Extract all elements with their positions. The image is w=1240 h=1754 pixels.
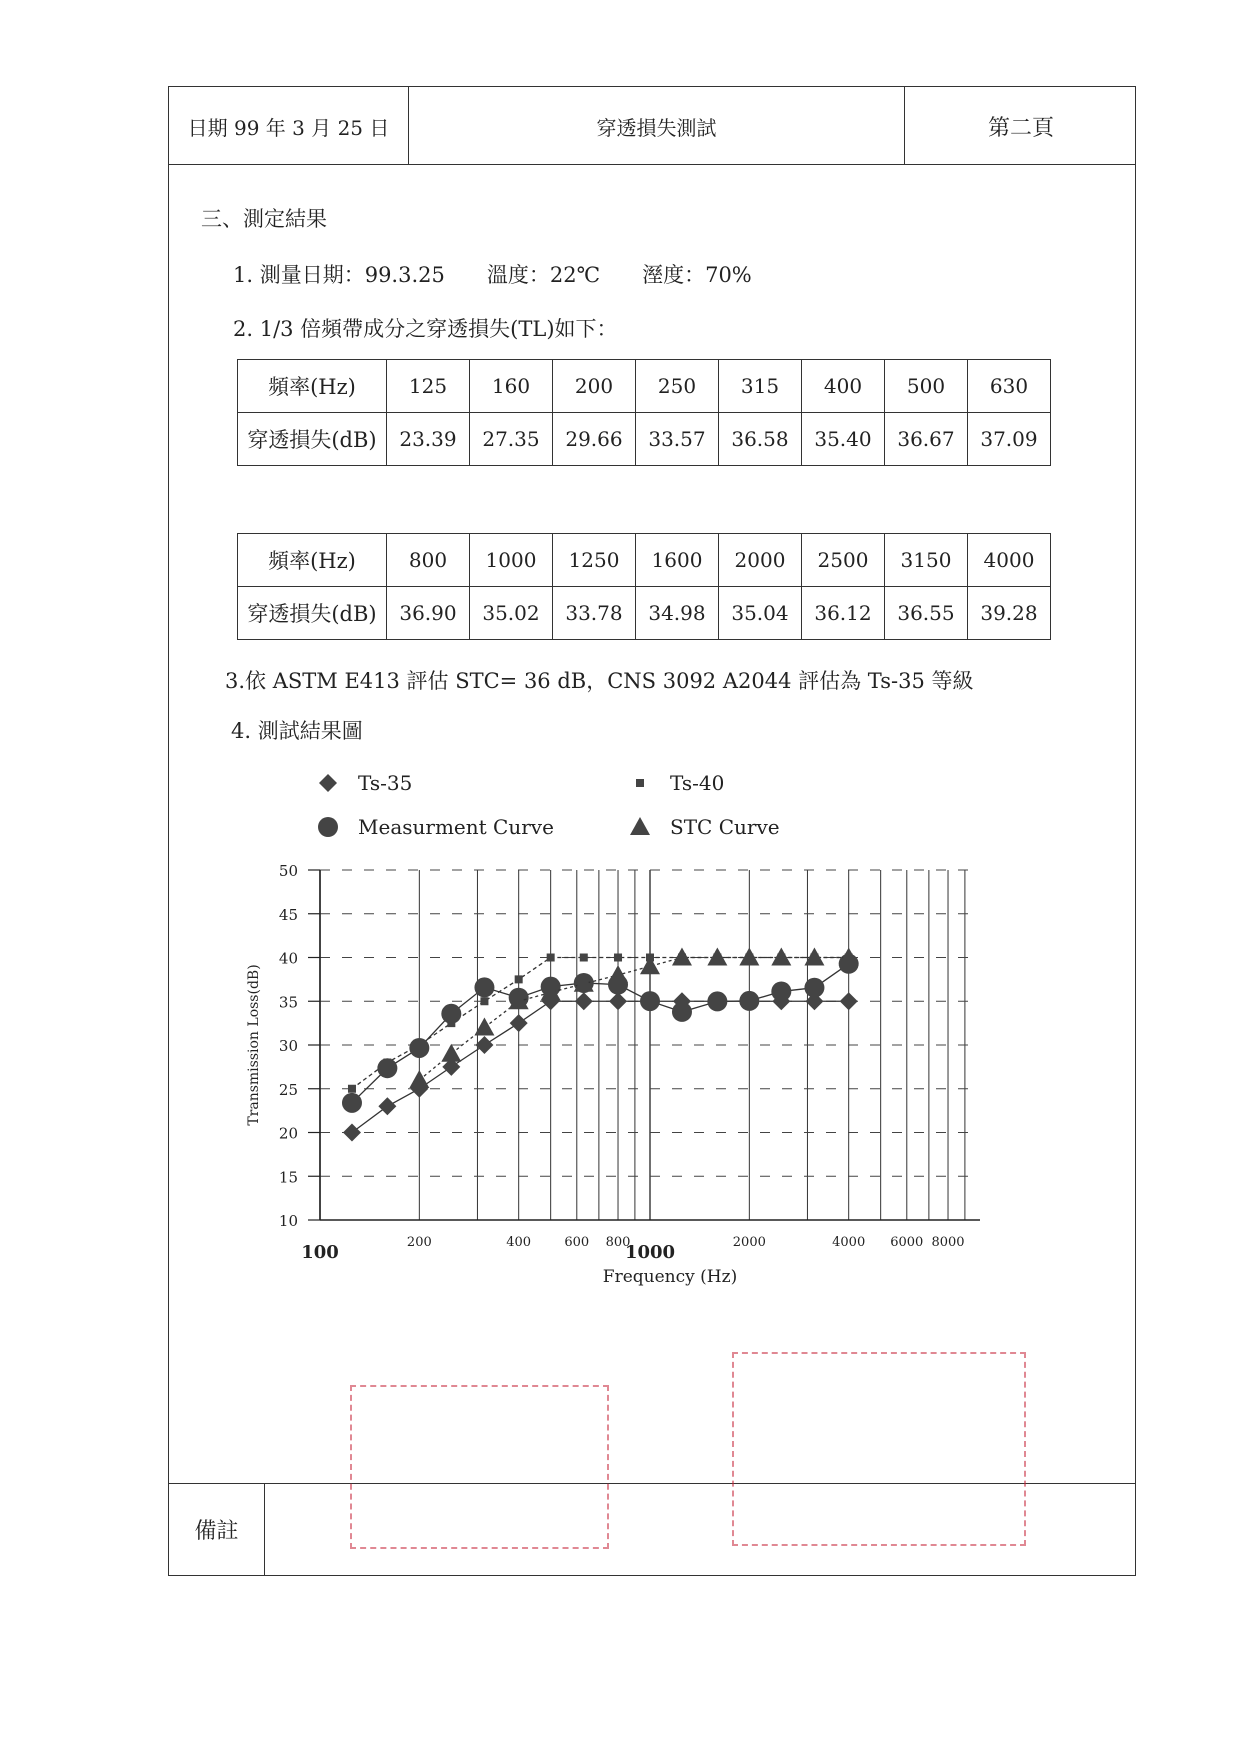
table-row [238, 360, 1051, 413]
measurement-point [771, 981, 791, 1001]
x-tick-label: 2000 [732, 1235, 766, 1250]
stc-point [640, 956, 660, 974]
table-cell: 36.58 [719, 413, 802, 466]
table-cell: 1000 [470, 534, 553, 587]
table-cell: 34.98 [636, 587, 719, 640]
row-header-frequency: 頻率(Hz) [238, 534, 387, 587]
table-cell: 1250 [553, 534, 636, 587]
y-tick-label: 50 [278, 862, 298, 880]
ts40-point [480, 997, 488, 1005]
tl-chart [220, 760, 1020, 1340]
table-cell: 35.02 [470, 587, 553, 640]
legend-label: Measurment Curve [358, 815, 554, 839]
table-cell: 36.67 [885, 413, 968, 466]
table-cell: 2000 [719, 534, 802, 587]
table-cell: 400 [802, 360, 885, 413]
ts40-point [547, 954, 555, 962]
ts40-point [614, 954, 622, 962]
table-cell: 630 [968, 360, 1051, 413]
stc-point [441, 1044, 461, 1062]
legend-label: Ts-35 [358, 771, 413, 795]
table-cell: 35.40 [802, 413, 885, 466]
measurement-point [409, 1038, 429, 1058]
x-tick-label: 200 [406, 1235, 432, 1250]
table-intro: 2. 1/3 倍頻帶成分之穿透損失(TL)如下： [233, 317, 618, 341]
header-row [169, 87, 1135, 165]
ts35-point [609, 992, 627, 1010]
measurement-point [474, 977, 494, 997]
stc-point [630, 817, 650, 835]
ts35-point [378, 1097, 396, 1115]
y-tick-label: 45 [278, 905, 298, 924]
ts35-point [510, 1014, 528, 1032]
table-cell: 36.90 [387, 587, 470, 640]
x-tick-label: 1000 [624, 1242, 676, 1263]
table-cell: 27.35 [470, 413, 553, 466]
x-axis-label: Frequency (Hz) [602, 1267, 738, 1287]
table-cell: 33.57 [636, 413, 719, 466]
x-tick-label: 600 [564, 1235, 590, 1250]
chart-heading: 4. 測試結果圖 [231, 719, 363, 743]
measurement-point [640, 991, 660, 1011]
x-tick-label: 4000 [832, 1235, 866, 1250]
stc-point [739, 948, 759, 966]
stc-line [419, 958, 848, 1081]
y-tick-label: 15 [278, 1168, 298, 1187]
header-date: 日期 99 年 3 月 25 日 [169, 87, 409, 165]
legend-label: STC Curve [670, 815, 780, 839]
y-tick-label: 35 [278, 993, 298, 1012]
table-cell: 1600 [636, 534, 719, 587]
table-cell: 4000 [968, 534, 1051, 587]
row-header-tl: 穿透損失(dB) [238, 413, 387, 466]
table-row [238, 534, 1051, 587]
measurement-point [318, 817, 338, 837]
row-header-frequency: 頻率(Hz) [238, 360, 387, 413]
remarks-label: 備註 [169, 1484, 265, 1575]
measurement-point [804, 978, 824, 998]
x-tick-label: 8000 [931, 1235, 965, 1250]
measurement-conditions: 1. 測量日期：99.3.25 溫度：22℃ 溼度：70% [233, 263, 752, 287]
stc-point [672, 948, 692, 966]
table-cell: 37.09 [968, 413, 1051, 466]
table-cell: 315 [719, 360, 802, 413]
ts40-point [348, 1085, 356, 1093]
table-cell: 160 [470, 360, 553, 413]
header-title: 穿透損失測試 [409, 87, 905, 165]
table-cell: 250 [636, 360, 719, 413]
legend-label: Ts-40 [670, 771, 725, 795]
table-cell: 36.12 [802, 587, 885, 640]
ts35-line [352, 1001, 849, 1132]
ts40-point [515, 975, 523, 983]
ts35-point [475, 1036, 493, 1054]
y-tick-label: 25 [278, 1080, 298, 1099]
table-row [238, 413, 1051, 466]
row-header-tl: 穿透損失(dB) [238, 587, 387, 640]
red-stamp-right [732, 1352, 1026, 1546]
stc-point [409, 1070, 429, 1088]
table-cell: 39.28 [968, 587, 1051, 640]
ts35-point [343, 1124, 361, 1142]
table-cell: 29.66 [553, 413, 636, 466]
y-tick-label: 10 [278, 1212, 298, 1230]
table-cell: 800 [387, 534, 470, 587]
stc-point [707, 948, 727, 966]
table-cell: 3150 [885, 534, 968, 587]
measurement-point [672, 1002, 692, 1022]
measurement-point [342, 1093, 362, 1113]
x-tick-label: 100 [301, 1242, 339, 1263]
ts40-line [352, 958, 849, 1089]
table-cell: 33.78 [553, 587, 636, 640]
measurement-point [707, 991, 727, 1011]
table-row [238, 587, 1051, 640]
ts35-point [840, 992, 858, 1010]
header-page-number: 第二頁 [987, 115, 1054, 141]
ts35-point [575, 992, 593, 1010]
measurement-point [441, 1004, 461, 1024]
x-tick-label: 6000 [890, 1235, 924, 1250]
stc-point [608, 965, 628, 983]
x-tick-label: 800 [605, 1235, 631, 1250]
table-cell: 500 [885, 360, 968, 413]
y-axis-label: Transmission Loss(dB) [246, 964, 262, 1126]
table-cell: 2500 [802, 534, 885, 587]
table-cell: 125 [387, 360, 470, 413]
tl-table-1 [237, 359, 1051, 466]
table-cell: 35.04 [719, 587, 802, 640]
table-cell: 23.39 [387, 413, 470, 466]
y-tick-label: 40 [278, 949, 298, 968]
red-stamp-left [350, 1385, 609, 1549]
stc-rating: 3.依 ASTM E413 評估 STC= 36 dB，CNS 3092 A2044 評估為 Ts-35 等級 [225, 669, 974, 693]
table-cell: 36.55 [885, 587, 968, 640]
ts40-point [580, 954, 588, 962]
y-tick-label: 20 [278, 1124, 298, 1143]
tl-table-2 [237, 533, 1051, 640]
y-tick-label: 30 [278, 1037, 298, 1055]
ts35-point [319, 774, 337, 792]
ts40-point [636, 779, 644, 787]
x-tick-label: 400 [506, 1235, 532, 1250]
stc-point [771, 948, 791, 966]
section-heading: 三、測定結果 [201, 207, 327, 231]
table-cell: 200 [553, 360, 636, 413]
stc-point [839, 948, 859, 966]
measurement-point [377, 1058, 397, 1078]
measurement-point [739, 991, 759, 1011]
